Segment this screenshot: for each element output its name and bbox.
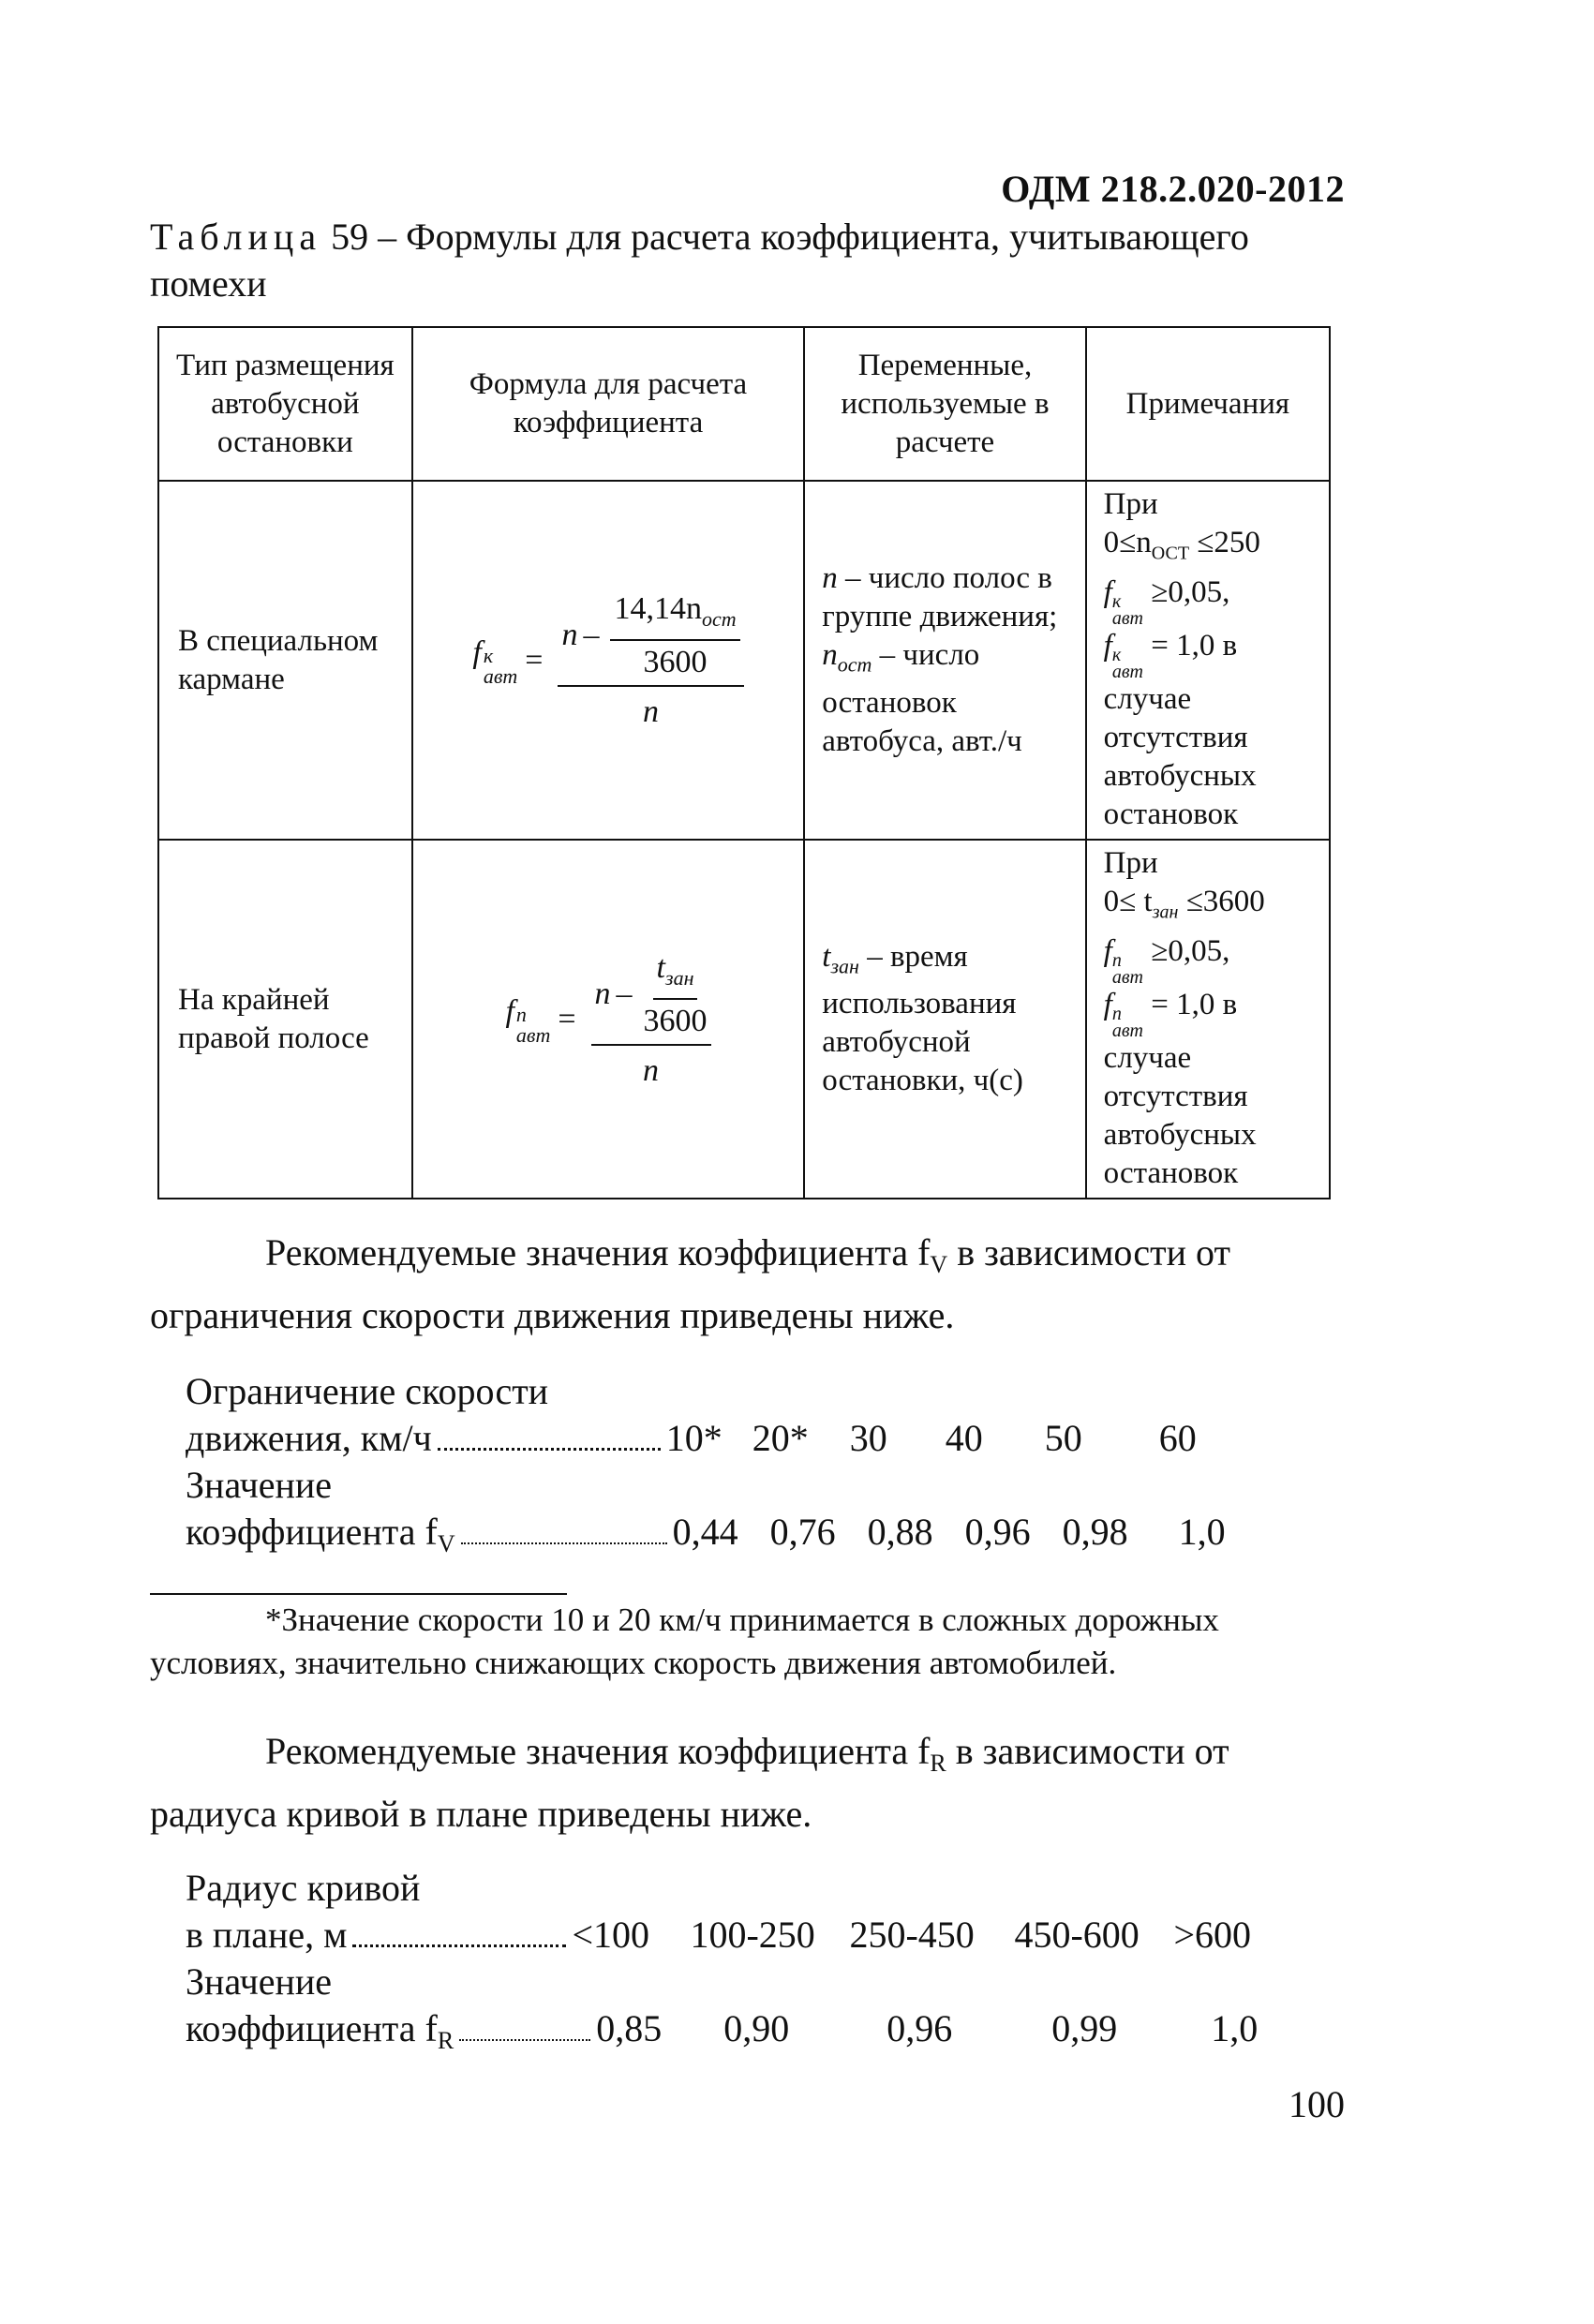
coef-value: 0,88 — [867, 1511, 933, 1553]
coef-value: 0,98 — [1062, 1511, 1128, 1553]
radius-values-list — [186, 1865, 1276, 2064]
cell-formula — [412, 840, 805, 1199]
coef-row — [186, 1509, 1235, 1568]
leader-dots — [352, 1944, 566, 1947]
radius-label-line1: Радиус кривой — [186, 1867, 421, 1909]
formula-lhs: f к авт — [472, 634, 518, 688]
speed-value: 50 — [1044, 1417, 1082, 1459]
formula-eq: = — [558, 1001, 576, 1036]
leader-dots — [459, 2039, 590, 2041]
speed-value: 10* — [665, 1417, 723, 1459]
speed-value: 20* — [752, 1417, 809, 1459]
formula-eq: = — [525, 642, 544, 678]
coef-value: 0,76 — [769, 1511, 836, 1553]
speed-values-list — [186, 1368, 1235, 1568]
speed-label-line2: движения, км/ч — [186, 1417, 432, 1459]
radius-row — [186, 1912, 1276, 1959]
radius-value: >600 — [1173, 1914, 1252, 1956]
radius-value: <100 — [572, 1914, 650, 1956]
header-variables: Переменные, используемые в расчете — [804, 327, 1085, 481]
page-number: 100 — [1289, 2083, 1345, 2125]
coef-label-line2: коэффициента $f_V$ — [186, 1511, 455, 1557]
coef-r-value: 0,96 — [886, 2007, 953, 2049]
table-header-row — [158, 327, 1330, 481]
coef-value: 1,0 — [1178, 1511, 1226, 1553]
cell-stop-type: В специальном кармане — [158, 481, 412, 840]
header-formula: Формула для расчета коэффициента — [412, 327, 805, 481]
paragraph-speed-intro: Рекомендуемые значения коэффициента $f_V$ в зависимости от ограничения скорости движения приведены ниже. — [150, 1231, 1230, 1336]
cell-variables: n – число полос в группе движения; $n_{ост}$ – число остановок автобуса, авт./ч — [804, 481, 1085, 840]
coef-value: 0,96 — [964, 1511, 1031, 1553]
footnote: *Значение скорости 10 и 20 км/ч принимается в сложных дорожных условиях, значительно снижающих скорость движения автомобилей. — [150, 1601, 1219, 1681]
radius-value: 100-250 — [690, 1914, 815, 1956]
formula-right-lane — [421, 948, 797, 1091]
formula-fraction: n – $t_{зан}$ 3600 n — [591, 948, 711, 1091]
header-notes: Примечания — [1086, 327, 1330, 481]
caption-prefix: Таблица — [150, 216, 322, 258]
formula-table — [157, 326, 1331, 1199]
table-row — [158, 840, 1330, 1199]
coef-r-label-line2: коэффициента $f_R$ — [186, 2007, 454, 2054]
speed-value: 60 — [1158, 1417, 1197, 1459]
speed-value: 30 — [849, 1417, 887, 1459]
speed-row — [186, 1415, 1235, 1462]
radius-label-line2: в плане, м — [186, 1914, 348, 1956]
table-caption — [150, 214, 1349, 307]
coef-label-line1: Значение — [186, 1464, 333, 1506]
cell-notes: При $0\le t_{зан} \le 3600$ f п авт ≥0,05, f п авт = 1,0 в случае отсутствия автобусных остановок — [1086, 840, 1330, 1199]
coef-r-row — [186, 2005, 1276, 2064]
coef-r-value: 0,99 — [1051, 2007, 1118, 2049]
formula-pocket — [421, 589, 797, 732]
leader-dots — [438, 1448, 661, 1451]
document-code: ОДМ 218.2.020-2012 — [1001, 168, 1345, 210]
cell-stop-type: На крайней правой полосе — [158, 840, 412, 1199]
speed-label-line1: Ограничение скорости — [186, 1370, 549, 1412]
coef-r-value: 1,0 — [1211, 2007, 1259, 2049]
formula-fraction: n – $14,14n_{ост}$ 3600 n — [558, 589, 743, 732]
leader-dots — [461, 1542, 667, 1544]
caption-text: 59 – Формулы для расчета коэффициента, учитывающего помехи — [150, 216, 1249, 305]
radius-value: 450-600 — [1014, 1914, 1140, 1956]
formula-lhs: f п авт — [505, 993, 551, 1047]
cell-notes: При $0\le n_{ОСТ} \le 250$ f к авт ≥0,05, f к авт = 1,0 в случае отсутствия автобусных остановок — [1086, 481, 1330, 840]
coef-value: 0,44 — [672, 1511, 738, 1553]
coef-r-value: 0,85 — [596, 2007, 663, 2049]
header-stop-type: Тип размещения автобусной остановки — [158, 327, 412, 481]
speed-value: 40 — [945, 1417, 983, 1459]
coef-r-label-line1: Значение — [186, 1960, 333, 2003]
coef-r-value: 0,90 — [723, 2007, 790, 2049]
cell-variables: $t_{зан}$ – время использования автобусной остановки, ч(с) — [804, 840, 1085, 1199]
footnote-rule — [150, 1593, 567, 1595]
cell-formula — [412, 481, 805, 840]
paragraph-radius-intro: Рекомендуемые значения коэффициента $f_R$ в зависимости от радиуса кривой в плане приведены ниже. — [150, 1730, 1229, 1835]
table-row — [158, 481, 1330, 840]
radius-value: 250-450 — [849, 1914, 975, 1956]
